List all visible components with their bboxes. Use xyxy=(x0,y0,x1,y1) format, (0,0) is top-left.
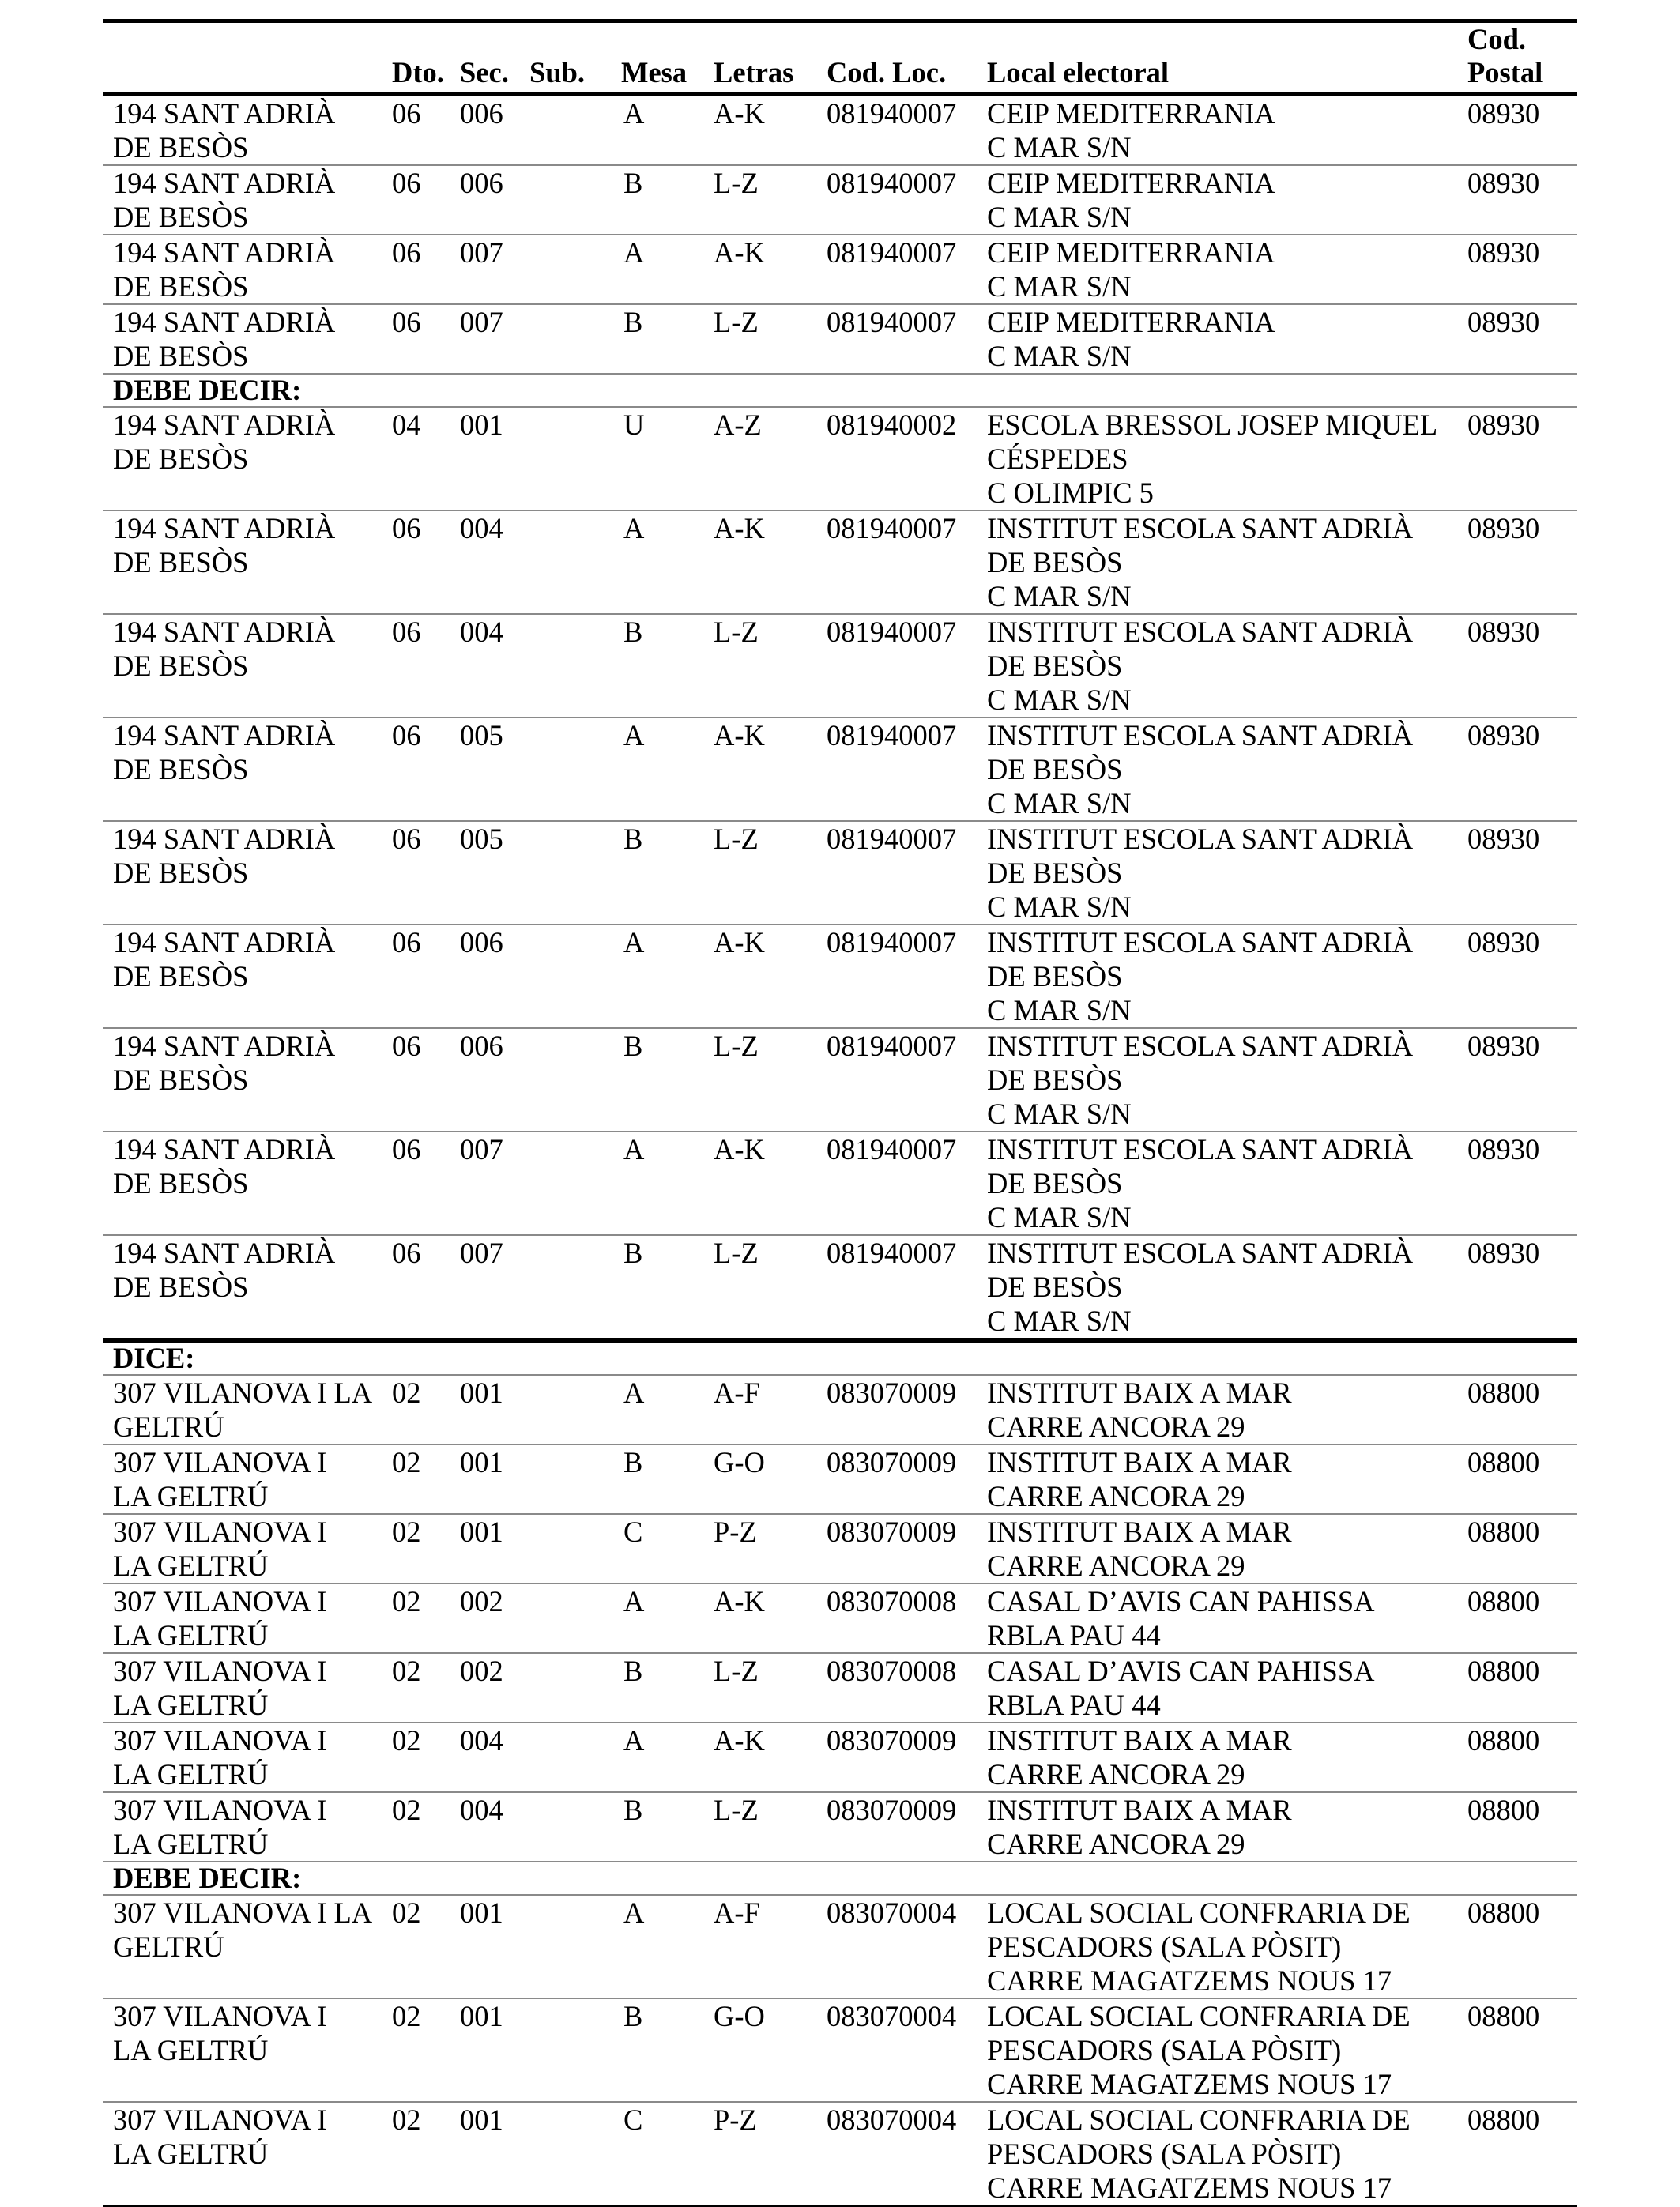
cell-cod-postal: 08930 xyxy=(1467,236,1540,269)
cell-dto: 02 xyxy=(392,1655,421,1687)
cell-dto: 06 xyxy=(392,616,421,648)
cell-cod-postal: 08800 xyxy=(1467,1794,1540,1826)
section-label-row xyxy=(103,1340,1577,1375)
table-row xyxy=(103,925,1577,1028)
cell-mesa: B xyxy=(623,1446,643,1478)
cell-sec: 006 xyxy=(460,1030,503,1062)
cell-local-electoral: LOCAL SOCIAL CONFRARIA DE PESCADORS (SALA PÒSIT) CARRE MAGATZEMS NOUS 17 xyxy=(987,1896,1411,1997)
cell-municipio: 307 VILANOVA I LA GELTRÚ xyxy=(113,1585,327,1651)
cell-dto: 06 xyxy=(392,926,421,959)
cell-cod-loc: 081940007 xyxy=(827,1030,957,1062)
cell-cod-postal: 08930 xyxy=(1467,512,1540,544)
cell-local-electoral: CASAL D’AVIS CAN PAHISSA RBLA PAU 44 xyxy=(987,1585,1375,1651)
cell-municipio: 307 VILANOVA I LA GELTRÚ xyxy=(113,1446,327,1512)
cell-local-electoral: LOCAL SOCIAL CONFRARIA DE PESCADORS (SALA PÒSIT) CARRE MAGATZEMS NOUS 17 xyxy=(987,2103,1411,2204)
cell-cod-postal: 08930 xyxy=(1467,167,1540,199)
cell-local-electoral: INSTITUT BAIX A MAR CARRE ANCORA 29 xyxy=(987,1446,1292,1512)
cell-mesa: B xyxy=(623,2000,643,2032)
cell-dto: 06 xyxy=(392,97,421,130)
cell-local-electoral: CEIP MEDITERRANIA C MAR S/N xyxy=(987,167,1275,233)
table-body xyxy=(103,94,1577,2206)
cell-mesa: A xyxy=(623,512,645,544)
cell-mesa: A xyxy=(623,926,645,959)
cell-local-electoral: INSTITUT ESCOLA SANT ADRIÀ DE BESÒS C MAR S/N xyxy=(987,1030,1414,1130)
header-letras: Letras xyxy=(714,56,794,89)
header-sec: Sec. xyxy=(460,56,509,89)
table-row xyxy=(103,717,1577,821)
cell-mesa: C xyxy=(623,1516,643,1548)
cell-cod-loc: 081940007 xyxy=(827,719,957,751)
section-label: DEBE DECIR: xyxy=(113,1862,302,1894)
cell-cod-postal: 08800 xyxy=(1467,1446,1540,1478)
section-label: DEBE DECIR: xyxy=(113,374,302,406)
cell-local-electoral: INSTITUT ESCOLA SANT ADRIÀ DE BESÒS C MAR S/N xyxy=(987,1237,1414,1337)
cell-municipio: 307 VILANOVA I LA GELTRÚ xyxy=(113,2103,327,2170)
cell-sub xyxy=(519,235,611,304)
cell-sec: 001 xyxy=(460,1446,503,1478)
table-row xyxy=(103,1723,1577,1792)
cell-letras: L-Z xyxy=(714,306,759,338)
cell-cod-loc: 081940007 xyxy=(827,926,957,959)
cell-dto: 02 xyxy=(392,2103,421,2136)
cell-letras: P-Z xyxy=(714,1516,757,1548)
cell-cod-postal: 08930 xyxy=(1467,409,1540,441)
cell-municipio: 194 SANT ADRIÀ DE BESÒS xyxy=(113,823,336,889)
cell-sec: 007 xyxy=(460,236,503,269)
cell-local-electoral: CASAL D’AVIS CAN PAHISSA RBLA PAU 44 xyxy=(987,1655,1375,1721)
cell-cod-postal: 08930 xyxy=(1467,616,1540,648)
cell-cod-loc: 083070004 xyxy=(827,2000,957,2032)
cell-local-electoral: CEIP MEDITERRANIA C MAR S/N xyxy=(987,306,1275,372)
table-row xyxy=(103,2102,1577,2206)
cell-municipio: 194 SANT ADRIÀ DE BESÒS xyxy=(113,1237,336,1303)
cell-sub xyxy=(519,1653,611,1723)
cell-dto: 02 xyxy=(392,1724,421,1757)
cell-sub xyxy=(519,925,611,1028)
cell-cod-postal: 08930 xyxy=(1467,1237,1540,1269)
cell-sub xyxy=(519,2102,611,2206)
cell-letras: L-Z xyxy=(714,1237,759,1269)
cell-mesa: B xyxy=(623,1237,643,1269)
table-row xyxy=(103,304,1577,374)
cell-cod-loc: 083070009 xyxy=(827,1794,957,1826)
cell-letras: P-Z xyxy=(714,2103,757,2136)
cell-mesa: A xyxy=(623,97,645,130)
cell-sec: 004 xyxy=(460,1724,503,1757)
cell-sec: 001 xyxy=(460,1516,503,1548)
cell-municipio: 194 SANT ADRIÀ DE BESÒS xyxy=(113,306,336,372)
table-row xyxy=(103,614,1577,717)
cell-mesa: A xyxy=(623,1133,645,1166)
cell-mesa: B xyxy=(623,1655,643,1687)
cell-sec: 001 xyxy=(460,2000,503,2032)
cell-cod-loc: 083070008 xyxy=(827,1585,957,1618)
cell-cod-postal: 08800 xyxy=(1467,1724,1540,1757)
cell-dto: 02 xyxy=(392,2000,421,2032)
header-mesa: Mesa xyxy=(621,56,687,89)
cell-cod-postal: 08800 xyxy=(1467,1896,1540,1929)
cell-mesa: A xyxy=(623,719,645,751)
cell-cod-loc: 081940007 xyxy=(827,97,957,130)
table-row xyxy=(103,1235,1577,1340)
cell-municipio: 194 SANT ADRIÀ DE BESÒS xyxy=(113,512,336,578)
cell-cod-loc: 081940007 xyxy=(827,1133,957,1166)
cell-dto: 06 xyxy=(392,823,421,855)
cell-letras: L-Z xyxy=(714,823,759,855)
cell-cod-loc: 081940007 xyxy=(827,512,957,544)
cell-letras: L-Z xyxy=(714,616,759,648)
polling-stations-table xyxy=(103,19,1577,2207)
cell-mesa: B xyxy=(623,616,643,648)
table-row xyxy=(103,1998,1577,2102)
cell-sec: 001 xyxy=(460,409,503,441)
table-row xyxy=(103,1132,1577,1235)
header-cod-loc: Cod. Loc. xyxy=(827,56,947,89)
cell-dto: 02 xyxy=(392,1896,421,1929)
cell-mesa: A xyxy=(623,1724,645,1757)
table-row xyxy=(103,1028,1577,1132)
cell-mesa: B xyxy=(623,1794,643,1826)
cell-dto: 06 xyxy=(392,1237,421,1269)
cell-mesa: A xyxy=(623,1585,645,1618)
cell-cod-loc: 081940002 xyxy=(827,409,957,441)
cell-local-electoral: INSTITUT ESCOLA SANT ADRIÀ DE BESÒS C MAR S/N xyxy=(987,512,1414,612)
cell-cod-postal: 08800 xyxy=(1467,1585,1540,1618)
cell-local-electoral: LOCAL SOCIAL CONFRARIA DE PESCADORS (SALA PÒSIT) CARRE MAGATZEMS NOUS 17 xyxy=(987,2000,1411,2100)
cell-cod-loc: 083070009 xyxy=(827,1516,957,1548)
table-row xyxy=(103,165,1577,235)
cell-sec: 006 xyxy=(460,926,503,959)
cell-letras: L-Z xyxy=(714,1655,759,1687)
cell-municipio: 307 VILANOVA I LA GELTRÚ xyxy=(113,1896,373,1963)
cell-cod-loc: 081940007 xyxy=(827,306,957,338)
cell-dto: 02 xyxy=(392,1446,421,1478)
cell-sec: 001 xyxy=(460,2103,503,2136)
cell-letras: A-F xyxy=(714,1896,760,1929)
cell-sub xyxy=(519,1998,611,2102)
cell-sub xyxy=(519,1723,611,1792)
cell-cod-postal: 08930 xyxy=(1467,719,1540,751)
cell-municipio: 307 VILANOVA I LA GELTRÚ xyxy=(113,1724,327,1791)
cell-cod-loc: 083070009 xyxy=(827,1377,957,1409)
header-cod-postal: Cod. Postal xyxy=(1467,23,1543,89)
cell-letras: A-K xyxy=(714,1133,765,1166)
cell-municipio: 194 SANT ADRIÀ DE BESÒS xyxy=(113,167,336,233)
header-local-electoral: Local electoral xyxy=(987,56,1170,89)
cell-mesa: C xyxy=(623,2103,643,2136)
cell-sub xyxy=(519,1235,611,1340)
header-municipio xyxy=(103,21,382,95)
cell-dto: 06 xyxy=(392,512,421,544)
cell-local-electoral: CEIP MEDITERRANIA C MAR S/N xyxy=(987,236,1275,303)
cell-letras: L-Z xyxy=(714,1794,759,1826)
cell-mesa: B xyxy=(623,167,643,199)
cell-sub xyxy=(519,1444,611,1514)
header-dto: Dto. xyxy=(392,56,444,89)
cell-sec: 007 xyxy=(460,1133,503,1166)
cell-municipio: 307 VILANOVA I LA GELTRÚ xyxy=(113,1655,327,1721)
cell-dto: 06 xyxy=(392,167,421,199)
cell-sec: 001 xyxy=(460,1377,503,1409)
cell-dto: 04 xyxy=(392,409,421,441)
cell-cod-postal: 08930 xyxy=(1467,1133,1540,1166)
cell-dto: 06 xyxy=(392,236,421,269)
cell-cod-loc: 083070004 xyxy=(827,1896,957,1929)
cell-sub xyxy=(519,614,611,717)
cell-cod-postal: 08930 xyxy=(1467,306,1540,338)
cell-sub xyxy=(519,1028,611,1132)
cell-sec: 001 xyxy=(460,1896,503,1929)
cell-municipio: 307 VILANOVA I LA GELTRÚ xyxy=(113,1794,327,1860)
cell-sub xyxy=(519,407,611,510)
cell-local-electoral: INSTITUT BAIX A MAR CARRE ANCORA 29 xyxy=(987,1377,1292,1443)
cell-sec: 006 xyxy=(460,167,503,199)
cell-cod-loc: 081940007 xyxy=(827,236,957,269)
header-sub: Sub. xyxy=(529,56,586,89)
cell-local-electoral: INSTITUT ESCOLA SANT ADRIÀ DE BESÒS C MAR S/N xyxy=(987,823,1414,923)
cell-sub xyxy=(519,1375,611,1444)
cell-sub xyxy=(519,1584,611,1653)
cell-municipio: 194 SANT ADRIÀ DE BESÒS xyxy=(113,616,336,682)
cell-sub xyxy=(519,1514,611,1584)
cell-cod-loc: 083070008 xyxy=(827,1655,957,1687)
cell-letras: G-O xyxy=(714,1446,765,1478)
cell-municipio: 194 SANT ADRIÀ DE BESÒS xyxy=(113,1030,336,1096)
section-label-row xyxy=(103,1862,1577,1895)
document-page xyxy=(103,19,1577,2207)
cell-cod-postal: 08800 xyxy=(1467,2103,1540,2136)
cell-cod-loc: 081940007 xyxy=(827,616,957,648)
cell-municipio: 307 VILANOVA I LA GELTRÚ xyxy=(113,1516,327,1582)
cell-letras: A-K xyxy=(714,719,765,751)
section-label: DICE: xyxy=(113,1342,195,1374)
cell-local-electoral: INSTITUT BAIX A MAR CARRE ANCORA 29 xyxy=(987,1724,1292,1791)
table-row xyxy=(103,1653,1577,1723)
cell-sub xyxy=(519,1792,611,1862)
table-row xyxy=(103,235,1577,304)
table-header-row xyxy=(103,21,1577,95)
cell-mesa: B xyxy=(623,1030,643,1062)
cell-mesa: U xyxy=(623,409,645,441)
cell-cod-loc: 081940007 xyxy=(827,823,957,855)
cell-dto: 02 xyxy=(392,1585,421,1618)
cell-dto: 06 xyxy=(392,306,421,338)
cell-cod-loc: 083070009 xyxy=(827,1446,957,1478)
cell-cod-postal: 08930 xyxy=(1467,926,1540,959)
cell-local-electoral: INSTITUT BAIX A MAR CARRE ANCORA 29 xyxy=(987,1516,1292,1582)
cell-sec: 007 xyxy=(460,306,503,338)
cell-sub xyxy=(519,510,611,614)
cell-municipio: 194 SANT ADRIÀ DE BESÒS xyxy=(113,926,336,992)
cell-letras: A-K xyxy=(714,1724,765,1757)
cell-municipio: 194 SANT ADRIÀ DE BESÒS xyxy=(113,409,336,475)
table-row xyxy=(103,1514,1577,1584)
cell-sec: 004 xyxy=(460,616,503,648)
cell-mesa: A xyxy=(623,236,645,269)
table-row xyxy=(103,510,1577,614)
cell-sub xyxy=(519,165,611,235)
cell-municipio: 307 VILANOVA I LA GELTRÚ xyxy=(113,2000,327,2066)
cell-local-electoral: INSTITUT BAIX A MAR CARRE ANCORA 29 xyxy=(987,1794,1292,1860)
cell-municipio: 194 SANT ADRIÀ DE BESÒS xyxy=(113,719,336,785)
cell-local-electoral: INSTITUT ESCOLA SANT ADRIÀ DE BESÒS C MAR S/N xyxy=(987,719,1414,819)
cell-sec: 002 xyxy=(460,1585,503,1618)
cell-dto: 06 xyxy=(392,1133,421,1166)
cell-cod-postal: 08930 xyxy=(1467,823,1540,855)
cell-letras: G-O xyxy=(714,2000,765,2032)
cell-letras: A-Z xyxy=(714,409,762,441)
cell-letras: L-Z xyxy=(714,1030,759,1062)
cell-cod-loc: 083070004 xyxy=(827,2103,957,2136)
cell-cod-postal: 08930 xyxy=(1467,97,1540,130)
cell-mesa: A xyxy=(623,1896,645,1929)
cell-local-electoral: INSTITUT ESCOLA SANT ADRIÀ DE BESÒS C MAR S/N xyxy=(987,926,1414,1026)
cell-sub xyxy=(519,304,611,374)
cell-dto: 02 xyxy=(392,1516,421,1548)
cell-sec: 002 xyxy=(460,1655,503,1687)
table-row xyxy=(103,1584,1577,1653)
cell-sec: 004 xyxy=(460,1794,503,1826)
cell-local-electoral: CEIP MEDITERRANIA C MAR S/N xyxy=(987,97,1275,164)
cell-cod-postal: 08930 xyxy=(1467,1030,1540,1062)
cell-sec: 007 xyxy=(460,1237,503,1269)
cell-mesa: A xyxy=(623,1377,645,1409)
table-row xyxy=(103,94,1577,165)
table-row xyxy=(103,1444,1577,1514)
section-label-row xyxy=(103,374,1577,407)
cell-mesa: B xyxy=(623,306,643,338)
table-row xyxy=(103,1375,1577,1444)
cell-letras: A-K xyxy=(714,926,765,959)
cell-sub xyxy=(519,94,611,165)
cell-letras: A-K xyxy=(714,1585,765,1618)
cell-local-electoral: INSTITUT ESCOLA SANT ADRIÀ DE BESÒS C MAR S/N xyxy=(987,1133,1414,1233)
cell-cod-loc: 083070009 xyxy=(827,1724,957,1757)
cell-mesa: B xyxy=(623,823,643,855)
cell-dto: 06 xyxy=(392,1030,421,1062)
cell-dto: 02 xyxy=(392,1794,421,1826)
cell-letras: A-K xyxy=(714,97,765,130)
cell-municipio: 194 SANT ADRIÀ DE BESÒS xyxy=(113,236,336,303)
cell-cod-postal: 08800 xyxy=(1467,1516,1540,1548)
cell-letras: A-F xyxy=(714,1377,760,1409)
cell-dto: 06 xyxy=(392,719,421,751)
cell-letras: A-K xyxy=(714,236,765,269)
cell-cod-loc: 081940007 xyxy=(827,167,957,199)
cell-sub xyxy=(519,1132,611,1235)
cell-cod-postal: 08800 xyxy=(1467,2000,1540,2032)
cell-local-electoral: INSTITUT ESCOLA SANT ADRIÀ DE BESÒS C MAR S/N xyxy=(987,616,1414,716)
cell-letras: A-K xyxy=(714,512,765,544)
cell-cod-loc: 081940007 xyxy=(827,1237,957,1269)
cell-sec: 005 xyxy=(460,823,503,855)
table-row xyxy=(103,407,1577,510)
cell-sub xyxy=(519,821,611,925)
table-row xyxy=(103,1895,1577,1998)
table-row xyxy=(103,821,1577,925)
cell-municipio: 307 VILANOVA I LA GELTRÚ xyxy=(113,1377,373,1443)
cell-sub xyxy=(519,717,611,821)
table-row xyxy=(103,1792,1577,1862)
cell-cod-postal: 08800 xyxy=(1467,1377,1540,1409)
cell-local-electoral: ESCOLA BRESSOL JOSEP MIQUEL CÉSPEDES C OLIMPIC 5 xyxy=(987,409,1438,509)
cell-sec: 004 xyxy=(460,512,503,544)
cell-sec: 005 xyxy=(460,719,503,751)
cell-municipio: 194 SANT ADRIÀ DE BESÒS xyxy=(113,1133,336,1200)
cell-dto: 02 xyxy=(392,1377,421,1409)
cell-sub xyxy=(519,1895,611,1998)
cell-municipio: 194 SANT ADRIÀ DE BESÒS xyxy=(113,97,336,164)
cell-letras: L-Z xyxy=(714,167,759,199)
cell-cod-postal: 08800 xyxy=(1467,1655,1540,1687)
cell-sec: 006 xyxy=(460,97,503,130)
